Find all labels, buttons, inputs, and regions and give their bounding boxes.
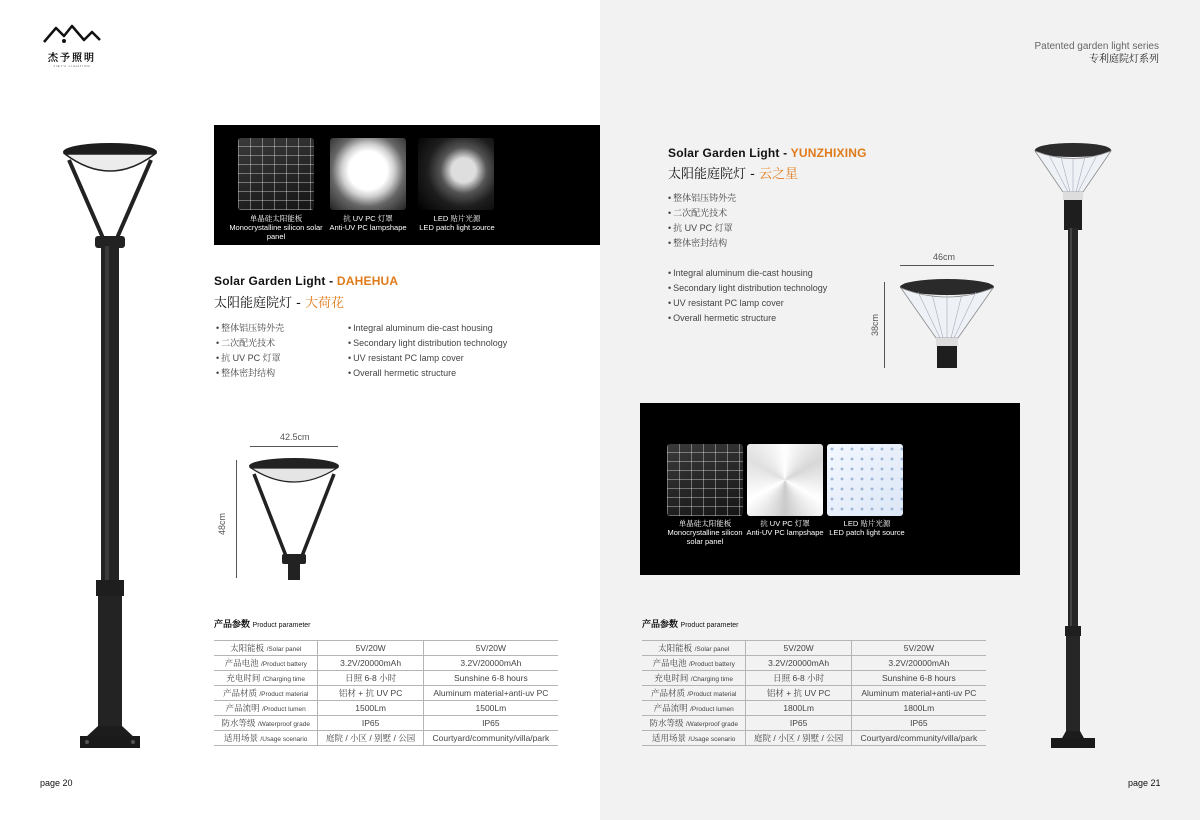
- param-value-en: 3.2V/20000mAh: [423, 656, 558, 671]
- brand-name: 杰予照明: [48, 53, 96, 64]
- list-item: • Secondary light distribution technology: [668, 281, 827, 296]
- feature-list-cn: [216, 321, 284, 381]
- table-row: [214, 686, 558, 701]
- list-item: • 整体密封结构: [668, 236, 736, 251]
- dim-height-label: 38cm: [870, 313, 880, 336]
- brand-logo: [40, 24, 104, 68]
- table-row: [642, 701, 986, 716]
- thumb-caption: 抗 UV PC 灯罩 Anti-UV PC lampshape: [746, 519, 824, 537]
- feature-list-en: [348, 321, 507, 381]
- dahehua-head-photo: [246, 456, 342, 580]
- series-title: Patented garden light series 专利庭院灯系列: [1034, 41, 1159, 65]
- param-value-en: Aluminum material+anti-uv PC: [423, 686, 558, 701]
- param-value-en: 3.2V/20000mAh: [851, 656, 986, 671]
- brand-mountain-icon: [40, 24, 104, 44]
- table-row: [642, 716, 986, 731]
- param-value-cn: 5V/20W: [318, 641, 423, 656]
- list-item: • 整体密封结构: [216, 366, 284, 381]
- lampshade-thumb: [330, 138, 406, 210]
- thumb-caption: 单晶硅太阳能板 Monocrystalline silicon solar panel: [229, 214, 323, 241]
- param-value-cn: IP65: [318, 716, 423, 731]
- table-row: [214, 671, 558, 686]
- param-value-cn: 铝材 + 抗 UV PC: [746, 686, 851, 701]
- thumb-caption: LED 贴片光源 LED patch light source: [829, 519, 905, 537]
- param-value-cn: 铝材 + 抗 UV PC: [318, 686, 423, 701]
- dim-width-line: [250, 446, 338, 447]
- param-value-en: Sunshine 6-8 hours: [423, 671, 558, 686]
- param-title: 产品参数 Product parameter: [642, 619, 739, 629]
- product-title: Solar Garden Light - DAHEHUA: [214, 274, 399, 288]
- list-item: • Overall hermetic structure: [668, 311, 827, 326]
- param-name: 太阳能板 /Solar panel: [642, 641, 746, 656]
- param-table: [642, 640, 986, 746]
- list-item: • 整体铝压铸外壳: [216, 321, 284, 336]
- list-item: • 整体铝压铸外壳: [668, 191, 736, 206]
- param-name: 产品流明 /Product lumen: [642, 701, 746, 716]
- param-value-cn: 1800Lm: [746, 701, 851, 716]
- param-value-cn: 日照 6-8 小时: [746, 671, 851, 686]
- product-title: Solar Garden Light - YUNZHIXING: [668, 146, 867, 160]
- param-value-en: 1800Lm: [851, 701, 986, 716]
- param-value-cn: 5V/20W: [746, 641, 851, 656]
- table-row: [214, 656, 558, 671]
- param-name: 充电时间 /Charging time: [214, 671, 318, 686]
- page-number: page 20: [40, 778, 73, 788]
- table-row: [214, 701, 558, 716]
- led-source-thumb: [827, 444, 903, 516]
- dim-height-label: 48cm: [217, 512, 227, 535]
- param-value-cn: IP65: [746, 716, 851, 731]
- list-item: • 抗 UV PC 灯罩: [216, 351, 284, 366]
- param-value-en: Aluminum material+anti-uv PC: [851, 686, 986, 701]
- dim-width-label: 46cm: [933, 252, 956, 262]
- list-item: • Integral aluminum die-cast housing: [348, 321, 507, 336]
- param-value-cn: 1500Lm: [318, 701, 423, 716]
- product-subtitle: 太阳能庭院灯 - 云之星: [668, 167, 798, 182]
- table-row: [214, 716, 558, 731]
- param-value-en: Courtyard/community/villa/park: [851, 731, 986, 746]
- dim-width-label: 42.5cm: [280, 432, 310, 442]
- list-item: • 抗 UV PC 灯罩: [668, 221, 736, 236]
- param-name: 防水等级 /Waterproof grade: [214, 716, 318, 731]
- list-item: • Integral aluminum die-cast housing: [668, 266, 827, 281]
- dim-width-line: [900, 265, 994, 266]
- param-value-en: 5V/20W: [851, 641, 986, 656]
- feature-list-cn: [668, 191, 736, 251]
- page-number: page 21: [1128, 778, 1161, 788]
- list-item: • Secondary light distribution technology: [348, 336, 507, 351]
- table-row: [214, 641, 558, 656]
- param-value-en: 1500Lm: [423, 701, 558, 716]
- lampshade-thumb: [747, 444, 823, 516]
- param-value-cn: 3.2V/20000mAh: [746, 656, 851, 671]
- param-value-en: 5V/20W: [423, 641, 558, 656]
- thumb-caption: 单晶硅太阳能板 Monocrystalline silicon solar panel: [667, 519, 743, 546]
- param-name: 太阳能板 /Solar panel: [214, 641, 318, 656]
- list-item: • UV resistant PC lamp cover: [348, 351, 507, 366]
- param-value-en: IP65: [423, 716, 558, 731]
- brand-tagline: JIEYU LIGHTING: [53, 64, 91, 68]
- led-source-thumb: [418, 138, 494, 210]
- list-item: • 二次配光技术: [668, 206, 736, 221]
- param-value-en: Sunshine 6-8 hours: [851, 671, 986, 686]
- list-item: • Overall hermetic structure: [348, 366, 507, 381]
- dim-height-line: [884, 282, 885, 368]
- param-value-cn: 3.2V/20000mAh: [318, 656, 423, 671]
- table-row: [642, 731, 986, 746]
- param-value-en: IP65: [851, 716, 986, 731]
- param-table: [214, 640, 558, 746]
- param-name: 适用场景 /Usage scenario: [642, 731, 746, 746]
- param-value-cn: 庭院 / 小区 / 别墅 / 公园: [746, 731, 851, 746]
- param-name: 产品电池 /Product battery: [214, 656, 318, 671]
- yunzhixing-head-photo: [898, 278, 996, 370]
- dahehua-lamp-photo: [55, 140, 165, 755]
- param-value-cn: 庭院 / 小区 / 别墅 / 公园: [318, 731, 423, 746]
- dim-height-line: [236, 460, 237, 578]
- feature-list-en: [668, 266, 827, 326]
- param-name: 产品材质 /Product material: [214, 686, 318, 701]
- solar-panel-thumb: [667, 444, 743, 516]
- param-name: 防水等级 /Waterproof grade: [642, 716, 746, 731]
- right-page: [600, 0, 1200, 820]
- table-row: [642, 641, 986, 656]
- thumb-caption: LED 贴片光源 LED patch light source: [419, 214, 495, 232]
- param-value-en: Courtyard/community/villa/park: [423, 731, 558, 746]
- param-name: 充电时间 /Charging time: [642, 671, 746, 686]
- thumb-caption: 抗 UV PC 灯罩 Anti-UV PC lampshape: [329, 214, 407, 232]
- param-title: 产品参数 Product parameter: [214, 619, 311, 629]
- param-name: 产品流明 /Product lumen: [214, 701, 318, 716]
- list-item: • UV resistant PC lamp cover: [668, 296, 827, 311]
- param-value-cn: 日照 6-8 小时: [318, 671, 423, 686]
- param-name: 适用场景 /Usage scenario: [214, 731, 318, 746]
- solar-panel-thumb: [238, 138, 314, 210]
- table-row: [642, 686, 986, 701]
- table-row: [214, 731, 558, 746]
- param-name: 产品电池 /Product battery: [642, 656, 746, 671]
- param-name: 产品材质 /Product material: [642, 686, 746, 701]
- table-row: [642, 656, 986, 671]
- yunzhixing-lamp-photo: [1025, 140, 1115, 765]
- list-item: • 二次配光技术: [216, 336, 284, 351]
- table-row: [642, 671, 986, 686]
- product-subtitle: 太阳能庭院灯 - 大荷花: [214, 296, 344, 311]
